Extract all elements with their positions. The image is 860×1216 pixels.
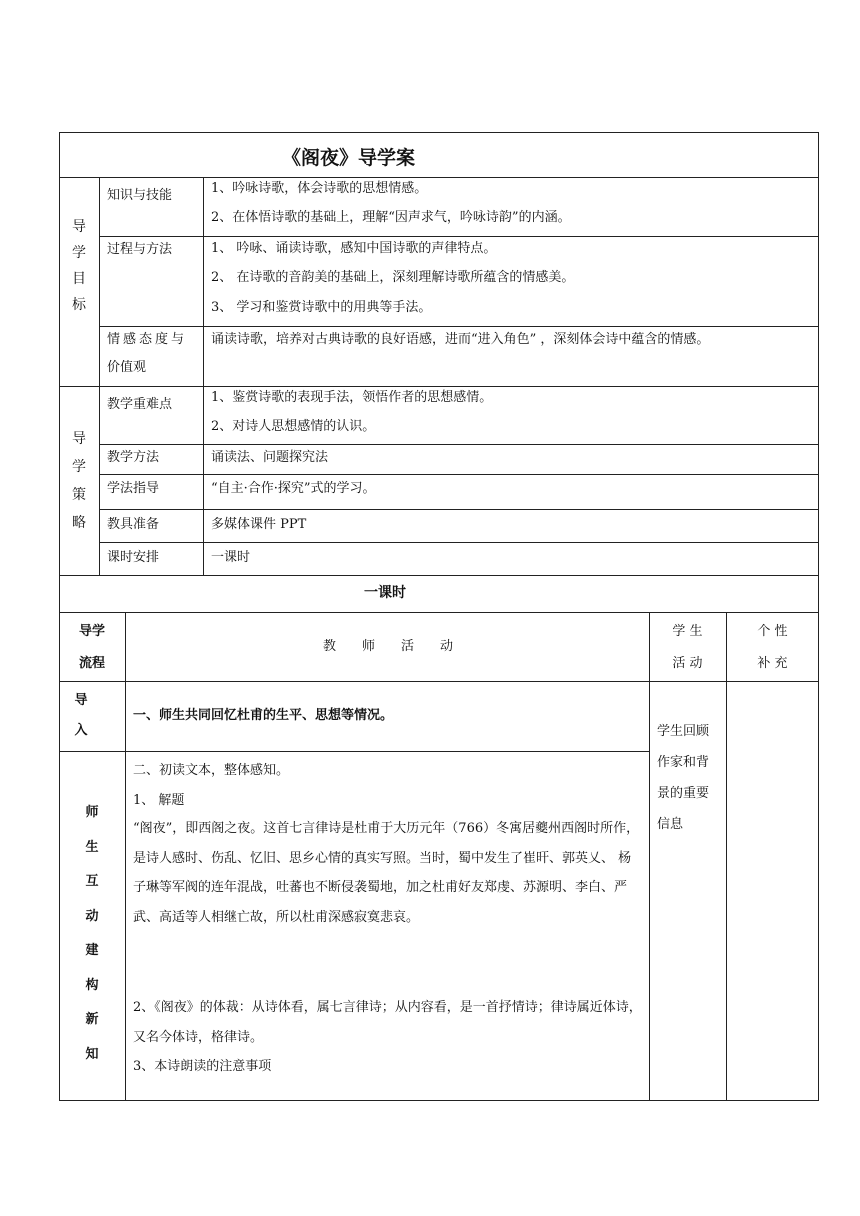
interaction-para2: 2、《阁夜》的体裁：从诗体看，属七言律诗；从内容看，是一首抒情诗；律诗属近体诗，又名今体诗，格律诗。: [133, 1000, 642, 1045]
str-row5-line1: 一课时: [211, 550, 251, 565]
str-row1-line2: 2、对诗人思想感情的认识。: [211, 419, 376, 434]
obj-row3-label-1: 情感态度与: [107, 332, 188, 347]
obj-row3-label-2: 价值观: [107, 360, 147, 375]
interaction-item1: 1、 解题: [133, 793, 185, 808]
rule-v-sublabel: [203, 177, 204, 575]
obj-row2-line1: 1、 吟咏、诵读诗歌，感知中国诗歌的声律特点。: [211, 241, 497, 256]
rule-str-1: [99, 444, 819, 445]
interaction-label: 师 生 互 动 建 构 新 知: [85, 805, 99, 1062]
student-activity: 学生回顾 作家和背 景的重要 信息: [657, 724, 710, 832]
str-row3-line1: “自主·合作·探究”式的学习。: [211, 481, 376, 496]
str-row3-label: 学法指导: [107, 481, 160, 496]
rule-str-4: [99, 542, 819, 543]
rule-str-bottom: [59, 575, 819, 576]
flow-header-col3: 学 生 活 动: [672, 624, 703, 671]
page-title: 《阁夜》导学案: [282, 147, 416, 169]
rule-header-bottom: [59, 681, 819, 682]
str-row1-label: 教学重难点: [107, 397, 173, 412]
flow-header-col4: 个 性 补 充: [757, 624, 788, 671]
interaction-item3: 3、本诗朗读的注意事项: [133, 1059, 272, 1074]
obj-row3-line1: 诵读诗歌，培养对古典诗歌的良好语感，进而“进入角色” ，深刻体会诗中蕴含的情感。: [211, 332, 710, 347]
obj-row2-line3: 3、 学习和鉴赏诗歌中的用典等手法。: [211, 300, 432, 315]
rule-session-bottom: [59, 612, 819, 613]
rule-v-label: [99, 177, 100, 575]
rule-v-flow-3: [726, 612, 727, 1101]
obj-row1-label: 知识与技能: [107, 188, 173, 203]
rule-v-flow-1: [125, 612, 126, 1101]
rule-str-2: [99, 474, 819, 475]
interaction-heading: 二、初读文本，整体感知。: [133, 763, 290, 778]
intro-text: 一、师生共同回忆杜甫的生平、思想等情况。: [133, 708, 394, 723]
session-heading: 一课时: [364, 585, 406, 601]
rule-intro-bottom: [59, 751, 649, 752]
str-row4-label: 教具准备: [107, 517, 160, 532]
intro-label: 导 入: [74, 693, 88, 738]
str-row2-line1: 诵读法、问题探究法: [211, 450, 329, 465]
flow-header-col2: 教师活动: [323, 639, 480, 654]
strategy-label: 导 学 策 略: [72, 431, 86, 531]
str-row2-label: 教学方法: [107, 450, 160, 465]
interaction-para1: “阁夜”，即西阁之夜。这首七言律诗是杜甫于大历元年（766）冬寓居夔州西阁时所作，是诗人感时、伤乱、忆旧、思乡心情的真实写照。当时，蜀中发生了崔旰、郭英乂、 杨子琳等军阀的连年混战，吐蕃也不断侵袭蜀地，加之杜甫好友郑虔、苏源明、李白、严武、高适等人相继亡故，所以杜甫深感寂寞悲哀。: [133, 821, 640, 925]
obj-row1-line1: 1、吟咏诗歌，体会诗歌的思想情感。: [211, 181, 428, 196]
str-row1-line1: 1、鉴赏诗歌的表现手法，领悟作者的思想感情。: [211, 390, 493, 405]
flow-header-col1: 导学 流程: [78, 624, 105, 671]
rule-str-3: [99, 509, 819, 510]
obj-row1-line2: 2、在体悟诗歌的基础上，理解“因声求气，吟咏诗韵”的内涵。: [211, 210, 571, 225]
obj-row2-label: 过程与方法: [107, 242, 173, 257]
rule-title-bottom: [59, 177, 819, 178]
objectives-label: 导 学 目 标: [72, 219, 86, 313]
rule-v-flow-2: [649, 612, 650, 1101]
str-row5-label: 课时安排: [107, 550, 160, 565]
str-row4-line1: 多媒体课件 PPT: [211, 517, 307, 532]
obj-row2-line2: 2、 在诗歌的音韵美的基础上，深刻理解诗歌所蕴含的情感美。: [211, 270, 575, 285]
